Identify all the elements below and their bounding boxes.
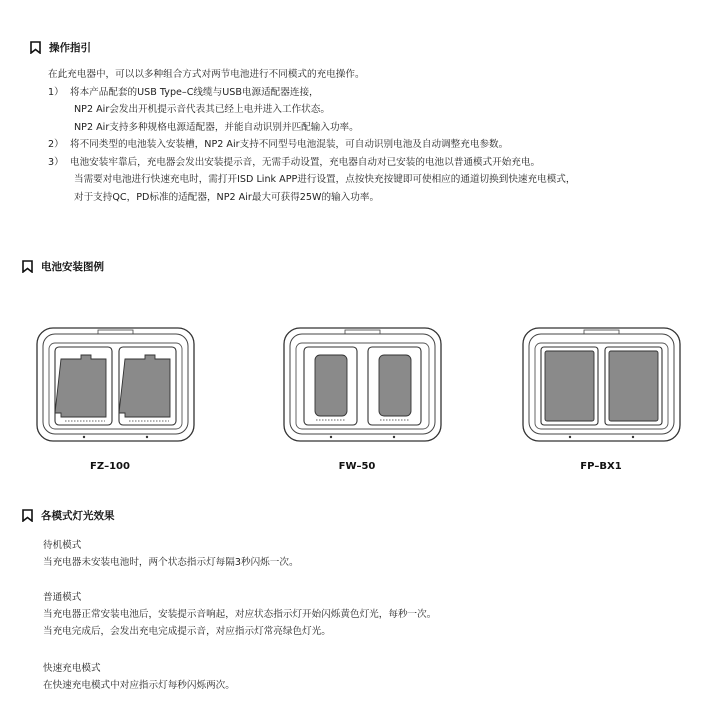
mode-normal [43,589,436,640]
mode-title: 待机模式 [43,540,82,551]
mode-fast-charge [43,660,235,694]
model-label: FW–50 [338,461,376,472]
list-item-line: NP2 Air支持多种规格电源适配器，并能自动识别并匹配输入功率。 [74,121,359,133]
list-item: 1） 将本产品配套的USB Type–C线缆与USB电源适配器连接， [48,86,319,98]
mode-title: 快速充电模式 [43,663,101,674]
model-label: FP–BX1 [580,461,622,472]
list-item: 3） 电池安装牢靠后，充电器会发出安装提示音，无需手动设置，充电器自动对已安装的电池以普通模式开始充电。 [48,156,541,168]
bookmark-icon [30,41,41,54]
section-heading-operation [30,40,91,55]
mode-title: 普通模式 [43,592,82,603]
section-heading-battery-install [22,259,104,274]
section-title: 各模式灯光效果 [41,510,115,522]
mode-description: 当充电完成后，会发出充电完成提示音，对应指示灯常亮绿色灯光。 [43,626,331,637]
mode-description: 在快速充电模式中对应指示灯每秒闪烁两次。 [43,680,235,691]
operation-instructions [48,66,576,206]
mode-description: 当充电器正常安装电池后，安装提示音响起，对应状态指示灯开始闪烁黄色灯光，每秒一次。 [43,609,437,620]
mode-description: 当充电器未安装电池时，两个状态指示灯每隔3秒闪烁一次。 [43,557,299,568]
battery-fz100 [55,355,106,417]
list-item: 2） 将不同类型的电池装入安装槽，NP2 Air支持不同型号电池混装，可自动识别电池及自动调整充电参数。 [48,139,509,150]
battery-fpbx1 [545,351,594,421]
list-item-line: 对于支持QC，PD标准的适配器，NP2 Air最大可获得25W的输入功率。 [74,191,380,203]
bookmark-icon [22,260,33,273]
section-title: 电池安装图例 [41,261,104,273]
list-item-line: 当需要对电池进行快速充电时，需打开ISD Link APP进行设置，点按快充按键即可使相应的通道切换到快速充电模式， [74,174,576,185]
section-title: 操作指引 [49,42,91,54]
battery-fz100 [119,355,170,417]
intro-text: 在此充电器中，可以以多种组合方式对两节电池进行不同模式的充电操作。 [48,69,365,80]
bookmark-icon [22,509,33,522]
charger-diagram-fw50 [282,326,443,443]
section-heading-light-modes [22,508,115,523]
battery-fpbx1 [609,351,658,421]
mode-standby [43,537,299,571]
battery-fw50 [379,355,411,416]
charger-diagram-fz100 [35,326,196,443]
charger-diagram-fpbx1 [521,326,682,443]
list-item-line: NP2 Air会发出开机提示音代表其已经上电并进入工作状态。 [74,104,330,115]
model-label: FZ–100 [90,461,130,472]
battery-fw50 [315,355,347,416]
